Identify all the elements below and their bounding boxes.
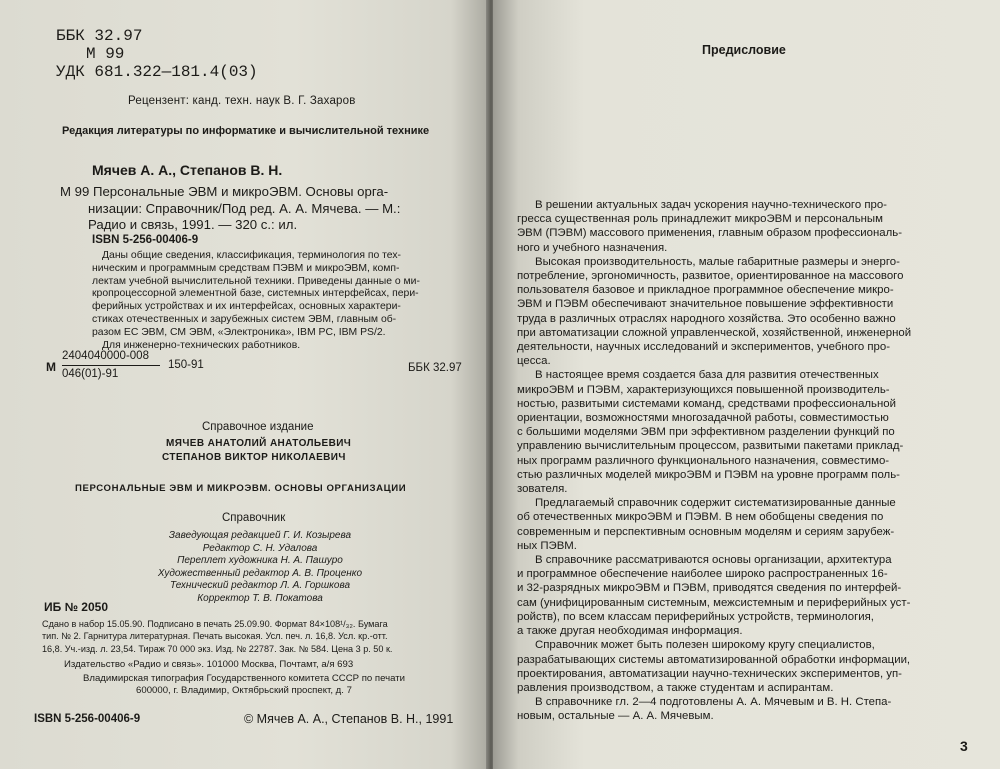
- text-line: ЭВМ и ПЭВМ обеспечивают значительное повышение эффективности: [517, 298, 894, 311]
- isbn-bottom: ISBN 5-256-00406-9: [34, 713, 141, 725]
- right-page-preface: [493, 0, 1000, 769]
- author-full-2: СТЕПАНОВ ВИКТОР НИКОЛАЕВИЧ: [162, 452, 346, 463]
- fraction-line: [62, 365, 160, 366]
- text-line: потребление, эргономичность, развитое, ориентированное на массового: [517, 270, 904, 283]
- abstract-line: стиках отечественных и зарубежных систем ЭВМ, главным об-: [92, 313, 397, 325]
- biblio-line: Радио и связь, 1991. — 320 с.: ил.: [88, 217, 298, 232]
- copyright: © Мячев А. А., Степанов В. Н., 1991: [244, 712, 454, 726]
- bbk-code: ББК 32.97: [56, 27, 143, 45]
- text-line: стью различных моделей микроЭВМ и ПЭВМ на уровне программ поль-: [517, 468, 900, 481]
- text-line: ных ПЭВМ.: [517, 539, 577, 552]
- code-m: М: [46, 360, 56, 374]
- text-line: В справочнике гл. 2—4 подготовлены А. А. Мячевым и В. Н. Степа-: [535, 696, 892, 709]
- text-line: В настоящее время создается база для развития отечественных: [535, 369, 879, 382]
- printer: [44, 673, 444, 698]
- text-line: зователя.: [517, 483, 568, 496]
- paragraph: [517, 638, 977, 695]
- text-line: Предлагаемый справочник содержит систематизированные данные: [535, 497, 896, 510]
- paragraph: [517, 695, 977, 723]
- abstract-line: лектам учебной вычислительной техники. Приведены данные о ми-: [92, 275, 420, 287]
- book-subtitle: Справочник: [222, 512, 286, 524]
- text-line: ЭВМ (ПЭВМ) массового применения, главным образом профессиональ-: [517, 227, 903, 240]
- biblio-line: М 99 Персональные ЭВМ и микроЭВМ. Основы орга-: [60, 184, 389, 199]
- bbk-bottom: ББК 32.97: [408, 362, 462, 374]
- authors-heading: Мячев А. А., Степанов В. Н.: [92, 162, 283, 178]
- preface-heading: Предисловие: [702, 43, 786, 57]
- text-line: разрабатывающих системы автоматизированной обработки информации,: [517, 653, 911, 666]
- paragraph: [517, 496, 977, 553]
- text-line: сам (унифицированным системным, межсистемным и периферийных уст-: [517, 596, 911, 609]
- text-line: В решении актуальных задач ускорения научно-технического про-: [535, 199, 887, 211]
- printer-line: 600000, г. Владимир, Октябрьский проспект, д. 7: [136, 685, 352, 697]
- publisher: Издательство «Радио и связь». 101000 Москва, Почтамт, а/я 693: [64, 659, 354, 670]
- print-details: [42, 618, 392, 655]
- text-line: новым, остальные — А. А. Мячевым.: [517, 710, 714, 723]
- text-line: гресса существенная роль принадлежит микроЭВМ и персональным: [517, 213, 883, 226]
- page-number: 3: [960, 738, 968, 754]
- print-line: тип. № 2. Гарнитура литературная. Печать высокая. Усл. печ. л. 16,8. Усл. кр.-отт.: [42, 631, 388, 642]
- printer-line: Владимирская типография Государственного комитета СССР по печати: [82, 673, 406, 684]
- code-top: 2404040000-008: [62, 350, 149, 362]
- credit-line: Редактор С. Н. Удалова: [202, 542, 318, 554]
- abstract-line: ническим и программным средствам ПЭВМ и микроЭВМ, комп-: [92, 262, 400, 274]
- credit-line: Художественный редактор А. В. Проценко: [157, 567, 363, 579]
- text-line: цесса.: [517, 355, 551, 368]
- text-line: и 32-разрядных микроЭВМ и ПЭВМ, приводятся сведения по интерфей-: [517, 582, 902, 595]
- text-line: труда в различных отраслях народного хозяйства. Это особенно важно: [517, 312, 896, 325]
- paragraph: [517, 198, 977, 255]
- text-line: ройств), по всем классам периферийных устройств, терминология,: [517, 610, 874, 623]
- text-line: ностью, развитыми системами команд, средствами профессиональной: [517, 397, 896, 410]
- text-line: современным и перспективным основным моделям и сериям зарубеж-: [517, 525, 895, 538]
- abstract: [92, 250, 420, 352]
- abstract-line: Для инженерно-технических работников.: [102, 339, 301, 351]
- code-number: 150-91: [168, 359, 204, 371]
- text-line: Справочник может быть полезен широкому кругу специалистов,: [535, 639, 875, 652]
- text-line: равления производством, а также студентам и аспирантам.: [517, 681, 834, 694]
- text-line: ных программ различного функционального назначения, совместимо-: [517, 454, 890, 467]
- biblio-line: низации: Справочник/Под ред. А. А. Мячева. — М.:: [88, 200, 401, 216]
- text-line: с большими моделями ЭВМ при эффективном разделении функций по: [517, 426, 895, 439]
- abstract-line: кропроцессорной элементной базе, системных интерфейсах, пери-: [92, 288, 419, 300]
- text-line: ориентации, возможностями многозадачной работы, совместимостью: [517, 412, 889, 425]
- text-line: и программное обеспечение наиболее широко распространенных 16-: [517, 568, 888, 581]
- text-line: пользователя базовое и прикладное программное обеспечение микро-: [517, 284, 894, 297]
- author-full-1: МЯЧЕВ АНАТОЛИЙ АНАТОЛЬЕВИЧ: [166, 438, 352, 449]
- paragraph: [517, 255, 977, 369]
- editorial-office: Редакция литературы по информатике и вычислительной технике: [62, 125, 430, 137]
- credit-line: Заведующая редакцией Г. И. Козырева: [168, 530, 352, 541]
- preface-body: [517, 198, 977, 724]
- isbn-main: ISBN 5-256-00406-9: [92, 234, 199, 246]
- edition-type: Справочное издание: [202, 421, 314, 433]
- code-bottom: 046(01)-91: [62, 368, 119, 380]
- text-line: проектирования, автоматизации научно-технических экспериментов, уп-: [517, 667, 902, 680]
- ib-number: ИБ № 2050: [44, 600, 108, 614]
- credit-line: Корректор Т. В. Покатова: [197, 592, 323, 604]
- text-line: при автоматизации сложной управленческой, хозяйственной, инженерной: [517, 326, 912, 339]
- credits: [110, 530, 410, 606]
- text-line: В справочнике рассматриваются основы организации, архитектура: [535, 554, 892, 567]
- udk-code: УДК 681.322—181.4(03): [56, 63, 258, 81]
- abstract-line: ферийных устройствах и их интерфейсах, основных характери-: [92, 301, 401, 313]
- text-line: Высокая производительность, малые габаритные размеры и энерго-: [535, 255, 900, 268]
- text-line: микроЭВМ и ПЭВМ, характеризующихся повышенной производитель-: [517, 383, 890, 396]
- abstract-line: разом ЕС ЭВМ, СМ ЭВМ, «Электроника», IBM PC, IBM PS/2.: [92, 326, 386, 338]
- text-line: об отечественных микроЭВМ и ПЭВМ. В нем обобщены сведения по: [517, 511, 884, 524]
- paragraph: [517, 368, 977, 496]
- text-line: ного и учебного назначения.: [517, 241, 668, 254]
- text-line: а также другая необходимая информация.: [517, 625, 743, 638]
- left-page-imprint: [0, 0, 490, 769]
- text-line: деятельности, научных исследований и экспериментов, учебного про-: [517, 341, 891, 354]
- text-line: управлению вычислительным процессом, развитыми пакетами приклад-: [517, 440, 904, 453]
- reviewer: Рецензент: канд. техн. наук В. Г. Захаров: [128, 95, 356, 107]
- book-title: ПЕРСОНАЛЬНЫЕ ЭВМ И МИКРОЭВМ. ОСНОВЫ ОРГАНИЗАЦИИ: [75, 483, 407, 494]
- print-line: 16,8. Уч.-изд. л. 23,54. Тираж 70 000 экз. Изд. № 22787. Зак. № 584. Цена 3 р. 50 к.: [42, 643, 393, 654]
- credit-line: Переплет художника Н. А. Пашуро: [177, 555, 343, 567]
- author-mark: М 99: [86, 45, 125, 63]
- abstract-line: Даны общие сведения, классификация, терминология по тех-: [102, 250, 401, 261]
- bibliographic-record: [60, 184, 400, 234]
- paragraph: [517, 553, 977, 638]
- print-line: Сдано в набор 15.05.90. Подписано в печать 25.09.90. Формат 84×108¹/₃₂. Бумага: [42, 619, 388, 629]
- credit-line: Технический редактор Л. А. Горшкова: [169, 580, 351, 592]
